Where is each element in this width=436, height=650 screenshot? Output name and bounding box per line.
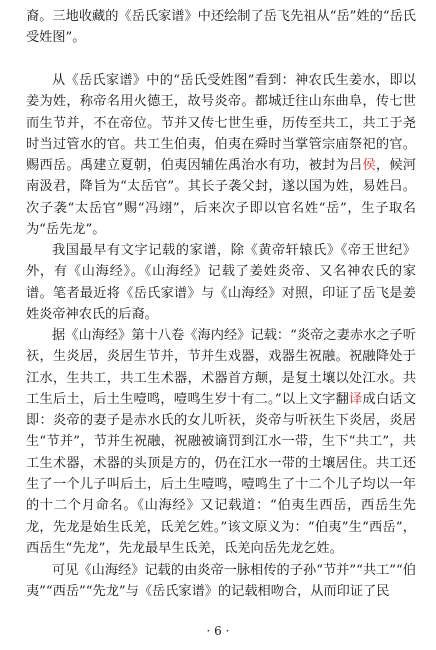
text-run: 据《山海经》第十八卷《海内经》记载：“炎帝之妻赤水之子听祆，生炎居，炎居生节并，节并生戏器，戏器生祝融。祝融降处于江水，生共工，共工生术器，术器首方颠，是复土壤以处江水。共工生后土，后土生噎鸣，噎鸣生岁十有二。”以上文字翻: [26, 328, 416, 407]
text-run: 我国最早有文字记载的家谱，除《黄帝轩辕氏》《帝王世纪》外，有《山海经》。《山海经》记载了姜姓炎帝、又名神农氏的家谱。笔者最近将《岳氏家谱》与《山海经》对照，印证了岳飞是姜姓炎帝神农氏的后裔。: [26, 243, 416, 322]
text-run: 可见《山海经》记载的由炎帝一脉相传的子孙“节并”“共工”“伯夷”“西岳”“先龙”与《岳氏家谱》的记载相吻合，从而印证了民: [26, 563, 416, 600]
highlighted-character: 侯: [362, 158, 376, 174]
text-run: 成白话文即：炎帝的妻子是赤水氏的女儿听祆，炎帝与听祆生下炎居，炎居生“节并”，节并生祝融，祝融被谪罚到江水一带，生下“共工”，共工生术器，术器的头顶是方的，仍在江水一带的土壤居住。共工还生了一个儿子叫后土，后土生噎鸣，噎鸣生了十二个儿子均以一年的十二个月命名。《山海经》又记载道：“伯夷生西岳，西岳生先龙，先龙是始生氐羌，氐羌乞姓。”该文原义为：“伯夷”生“西岳”，西岳生“先龙”，先龙最早生氐羌，氐羌向岳先龙乞姓。: [26, 391, 417, 556]
text-run: ，候河南汲君，降旨为“太岳官”。其长子袭父封，遂以国为姓，易姓吕。次子袭“太岳官”赐“冯翊”，后来次子即以官名姓“岳”，生子取名为“岳先龙”。: [26, 158, 417, 238]
paragraph-5: [26, 560, 416, 603]
highlighted-character: 译: [349, 391, 363, 407]
paragraph-4: [26, 325, 416, 559]
paragraph-2: [26, 70, 416, 240]
text-run: 从《岳氏家谱》中的“岳氏受姓图”看到：神农氏生姜水，即以姜为姓，称帝名用火德王，故号炎帝。都城迁往山东曲阜，传七世而生节并，不在帝位。节并又传七世生垂，历传至共工，共工于尧时当过管水的官。共工生伯夷，伯夷在舜时当掌管宗庙祭祀的官。赐西岳。禹建立夏朝，伯夷因辅佐禹治水有功，被封为吕: [26, 73, 416, 174]
page-number: · 6 ·: [206, 624, 230, 638]
paragraph-3: [26, 240, 416, 325]
paragraph-1: [26, 6, 416, 49]
text-run: 裔。三地收藏的《岳氏家谱》中还绘制了岳飞先祖从“岳”姓的“岳氏受姓图”。: [26, 9, 416, 46]
